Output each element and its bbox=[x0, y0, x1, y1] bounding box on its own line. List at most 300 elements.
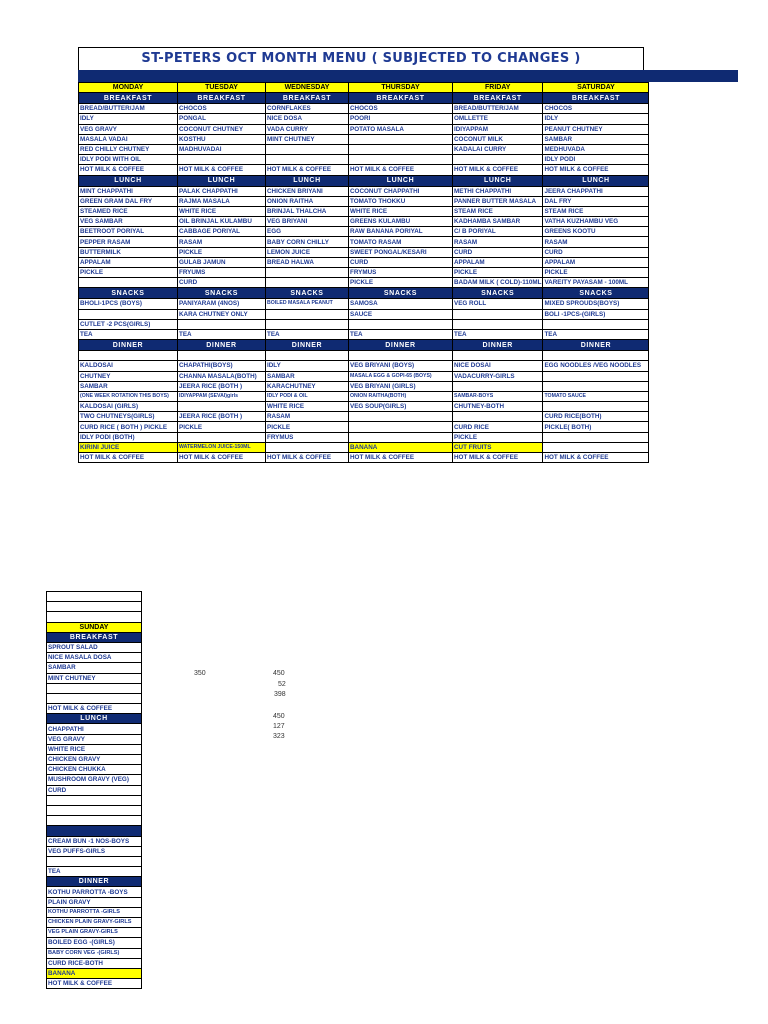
menu-cell: CHAPATHI(BOYS) bbox=[178, 361, 266, 371]
menu-cell: SAMBAR-BOYS bbox=[453, 391, 543, 401]
menu-cell: PANNER BUTTER MASALA bbox=[453, 196, 543, 206]
menu-row bbox=[79, 196, 649, 206]
sunday-menu-cell bbox=[47, 856, 142, 866]
menu-cell: COCONUT MILK bbox=[453, 134, 543, 144]
menu-cell: WATERMELON JUICE-150ML bbox=[178, 442, 266, 452]
menu-cell: KALDOSAI bbox=[79, 361, 178, 371]
menu-row bbox=[79, 155, 649, 165]
menu-row bbox=[79, 257, 649, 267]
menu-row bbox=[79, 114, 649, 124]
section-header: BREAKFAST bbox=[453, 93, 543, 104]
sunday-menu-cell: NICE MASALA DOSA bbox=[47, 653, 142, 663]
menu-cell bbox=[349, 155, 453, 165]
menu-cell: VEG ROLL bbox=[453, 299, 543, 309]
menu-row bbox=[79, 442, 649, 452]
menu-cell: PICKLE bbox=[266, 422, 349, 432]
sunday-menu-cell-row bbox=[47, 816, 142, 826]
menu-cell: OMLLETTE bbox=[453, 114, 543, 124]
menu-row bbox=[79, 227, 649, 237]
menu-cell bbox=[178, 319, 266, 329]
menu-cell: CURD RICE bbox=[453, 422, 543, 432]
menu-row bbox=[79, 402, 649, 412]
menu-cell bbox=[453, 319, 543, 329]
sunday-day-header: SUNDAY bbox=[47, 622, 142, 632]
menu-row bbox=[79, 268, 649, 278]
menu-row bbox=[79, 412, 649, 422]
menu-cell: CURD bbox=[543, 247, 649, 257]
sunday-menu-cell: CHICKEN PLAIN GRAVY-GIRLS bbox=[47, 918, 142, 928]
menu-row bbox=[79, 278, 649, 288]
menu-row bbox=[79, 217, 649, 227]
menu-cell: VEG BRIYANI (BOYS) bbox=[349, 361, 453, 371]
menu-row bbox=[79, 299, 649, 309]
menu-cell: KADHAMBA SAMBAR bbox=[453, 217, 543, 227]
menu-cell: HOT MILK & COFFEE bbox=[349, 453, 453, 463]
menu-row bbox=[79, 422, 649, 432]
sunday-menu-cell-row bbox=[47, 785, 142, 795]
menu-cell: COCONUT CHAPPATHI bbox=[349, 186, 453, 196]
menu-cell: MINT CHUTNEY bbox=[266, 134, 349, 144]
menu-cell: POORI bbox=[349, 114, 453, 124]
menu-cell: CURD bbox=[453, 247, 543, 257]
menu-row bbox=[79, 453, 649, 463]
menu-cell: TOMATO RASAM bbox=[349, 237, 453, 247]
section-header: LUNCH bbox=[453, 175, 543, 186]
menu-cell: PICKLE bbox=[543, 268, 649, 278]
sunday-menu-cell-row bbox=[47, 938, 142, 948]
menu-cell: OIL BRINJAL KULAMBU bbox=[178, 217, 266, 227]
sunday-menu-cell-row bbox=[47, 958, 142, 968]
menu-cell: BEETROOT PORIYAL bbox=[79, 227, 178, 237]
section-header: DINNER bbox=[453, 340, 543, 351]
menu-cell: KADALAI CURRY bbox=[453, 144, 543, 154]
menu-cell: KIRINI JUICE bbox=[79, 442, 178, 452]
side-number: 450 bbox=[273, 713, 285, 720]
sunday-blank bbox=[47, 602, 142, 612]
menu-cell: STEAM RICE bbox=[543, 206, 649, 216]
menu-row bbox=[79, 351, 649, 361]
section-header: DINNER bbox=[266, 340, 349, 351]
menu-cell bbox=[349, 432, 453, 442]
menu-cell bbox=[178, 155, 266, 165]
sunday-menu-cell-row bbox=[47, 642, 142, 652]
sunday-menu-cell: VEG GRAVY bbox=[47, 734, 142, 744]
menu-cell: HOT MILK & COFFEE bbox=[178, 453, 266, 463]
menu-cell: RED CHILLY CHUTNEY bbox=[79, 144, 178, 154]
section-header: DINNER bbox=[79, 340, 178, 351]
menu-cell: TEA bbox=[266, 329, 349, 339]
menu-cell bbox=[266, 144, 349, 154]
menu-cell: PICKLE bbox=[79, 268, 178, 278]
sunday-menu-cell-row bbox=[47, 968, 142, 978]
menu-cell: BUTTERMILK bbox=[79, 247, 178, 257]
sunday-menu-cell-row bbox=[47, 918, 142, 928]
menu-cell: MEDHUVADA bbox=[543, 144, 649, 154]
sunday-blank bbox=[47, 592, 142, 602]
sunday-menu-cell: KOTHU PARROTTA -BOYS bbox=[47, 887, 142, 897]
section-header: SNACKS bbox=[543, 288, 649, 299]
menu-cell: POTATO MASALA bbox=[349, 124, 453, 134]
menu-cell bbox=[543, 432, 649, 442]
menu-cell bbox=[453, 412, 543, 422]
menu-cell bbox=[266, 319, 349, 329]
menu-cell: DAL FRY bbox=[543, 196, 649, 206]
menu-cell: CHANNA MASALA(BOTH) bbox=[178, 371, 266, 381]
menu-row bbox=[79, 104, 649, 114]
menu-cell: MASALA VADAI bbox=[79, 134, 178, 144]
menu-cell: PEANUT CHUTNEY bbox=[543, 124, 649, 134]
menu-cell bbox=[266, 278, 349, 288]
day-header-row bbox=[79, 83, 649, 93]
section-header: BREAKFAST bbox=[178, 93, 266, 104]
menu-row bbox=[79, 371, 649, 381]
menu-cell: CUTLET -2 PCS(GIRLS) bbox=[79, 319, 178, 329]
menu-cell bbox=[349, 422, 453, 432]
menu-cell: CABBAGE PORIYAL bbox=[178, 227, 266, 237]
sunday-menu-cell-row bbox=[47, 724, 142, 734]
menu-cell: HOT MILK & COFFEE bbox=[79, 453, 178, 463]
sunday-menu-cell: VEG PUFFS-GIRLS bbox=[47, 846, 142, 856]
section-header: DINNER bbox=[349, 340, 453, 351]
side-number: 127 bbox=[273, 723, 285, 730]
sunday-menu-cell-row bbox=[47, 734, 142, 744]
menu-cell bbox=[453, 309, 543, 319]
menu-cell: HOT MILK & COFFEE bbox=[543, 165, 649, 175]
menu-row bbox=[79, 165, 649, 175]
menu-cell: JEERA RICE (BOTH ) bbox=[178, 412, 266, 422]
menu-cell: TOMATO SAUCE bbox=[543, 391, 649, 401]
sunday-menu-cell-row bbox=[47, 897, 142, 907]
sunday-menu-cell: VEG PLAIN GRAVY-GIRLS bbox=[47, 928, 142, 938]
menu-cell: MINT CHAPPATHI bbox=[79, 186, 178, 196]
menu-cell: HOT MILK & COFFEE bbox=[543, 453, 649, 463]
menu-cell: PICKLE bbox=[453, 268, 543, 278]
menu-cell: CUT FRUITS bbox=[453, 442, 543, 452]
menu-cell: KARA CHUTNEY ONLY bbox=[178, 309, 266, 319]
menu-cell: TEA bbox=[349, 329, 453, 339]
menu-row bbox=[79, 247, 649, 257]
sunday-blank-row bbox=[47, 612, 142, 622]
menu-cell: (ONE WEEK ROTATION THIS BOYS) bbox=[79, 391, 178, 401]
menu-cell: COCONUT CHUTNEY bbox=[178, 124, 266, 134]
menu-cell: EGG bbox=[266, 227, 349, 237]
menu-cell: ONION RAITHA bbox=[266, 196, 349, 206]
menu-cell: STEAM RICE bbox=[453, 206, 543, 216]
menu-cell: CHUTNEY-BOTH bbox=[453, 402, 543, 412]
sunday-menu-cell: CHAPPATHI bbox=[47, 724, 142, 734]
sunday-menu-cell: MINT CHUTNEY bbox=[47, 673, 142, 683]
menu-row bbox=[79, 391, 649, 401]
menu-cell: BRINJAL THALCHA bbox=[266, 206, 349, 216]
menu-cell: IDLY bbox=[543, 114, 649, 124]
sunday-section-header-row bbox=[47, 714, 142, 724]
menu-cell bbox=[349, 319, 453, 329]
section-header-row bbox=[79, 93, 649, 104]
sunday-menu-cell: KOTHU PARROTTA -GIRLS bbox=[47, 907, 142, 917]
section-header: LUNCH bbox=[543, 175, 649, 186]
menu-cell: EGG NOODLES /VEG NOODLES bbox=[543, 361, 649, 371]
menu-cell: BABY CORN CHILLY bbox=[266, 237, 349, 247]
menu-cell bbox=[178, 351, 266, 361]
menu-cell: HOT MILK & COFFEE bbox=[266, 453, 349, 463]
day-header: MONDAY bbox=[79, 83, 178, 93]
menu-cell: RASAM bbox=[453, 237, 543, 247]
sunday-section-header-row bbox=[47, 632, 142, 642]
sunday-section-header-row bbox=[47, 877, 142, 887]
menu-cell bbox=[266, 268, 349, 278]
section-header: SNACKS bbox=[453, 288, 543, 299]
sunday-menu-cell: BABY CORN VEG -(GIRLS) bbox=[47, 948, 142, 958]
menu-cell: PALAK CHAPPATHI bbox=[178, 186, 266, 196]
menu-cell: GREEN GRAM DAL FRY bbox=[79, 196, 178, 206]
section-header: LUNCH bbox=[178, 175, 266, 186]
day-header: WEDNESDAY bbox=[266, 83, 349, 93]
sunday-day-header-row bbox=[47, 622, 142, 632]
weekly-menu-body bbox=[79, 83, 649, 463]
menu-cell: FRYMUS bbox=[349, 268, 453, 278]
menu-cell: WHITE RICE bbox=[266, 402, 349, 412]
menu-cell: MIXED SPROUDS(BOYS) bbox=[543, 299, 649, 309]
section-header: BREAKFAST bbox=[79, 93, 178, 104]
day-header: TUESDAY bbox=[178, 83, 266, 93]
sunday-menu-cell-row bbox=[47, 836, 142, 846]
sunday-menu-cell-row bbox=[47, 704, 142, 714]
menu-row bbox=[79, 206, 649, 216]
day-header: FRIDAY bbox=[453, 83, 543, 93]
menu-cell: TEA bbox=[543, 329, 649, 339]
section-header: DINNER bbox=[543, 340, 649, 351]
sunday-menu-cell-row bbox=[47, 846, 142, 856]
menu-cell: APPALAM bbox=[79, 257, 178, 267]
menu-row bbox=[79, 319, 649, 329]
menu-cell: PANIYARAM (4NOS) bbox=[178, 299, 266, 309]
day-header: THURSDAY bbox=[349, 83, 453, 93]
sunday-menu-cell: CHICKEN CHUKKA bbox=[47, 765, 142, 775]
menu-cell bbox=[543, 381, 649, 391]
menu-cell: RASAM bbox=[543, 237, 649, 247]
menu-cell bbox=[178, 402, 266, 412]
menu-cell: CHICKEN BRIYANI bbox=[266, 186, 349, 196]
sunday-menu-cell: BOILED EGG -(GIRLS) bbox=[47, 938, 142, 948]
section-header: BREAKFAST bbox=[543, 93, 649, 104]
menu-cell: PEPPER RASAM bbox=[79, 237, 178, 247]
sunday-snacks-band bbox=[47, 826, 142, 836]
sunday-menu-cell-row bbox=[47, 765, 142, 775]
sunday-menu-cell bbox=[47, 795, 142, 805]
menu-cell bbox=[543, 371, 649, 381]
menu-cell: IDLY bbox=[79, 114, 178, 124]
sunday-snacks-band-row bbox=[47, 826, 142, 836]
menu-cell: HOT MILK & COFFEE bbox=[266, 165, 349, 175]
menu-cell: SWEET PONGAL/KESARI bbox=[349, 247, 453, 257]
side-number: 350 bbox=[194, 670, 206, 677]
menu-cell: VATHA KUZHAMBU VEG bbox=[543, 217, 649, 227]
section-header-row bbox=[79, 288, 649, 299]
menu-cell: MASALA EGG & GOPI-65 (BOYS) bbox=[349, 371, 453, 381]
menu-cell: PICKLE( BOTH) bbox=[543, 422, 649, 432]
sunday-menu-cell-row bbox=[47, 805, 142, 815]
section-header-row bbox=[79, 340, 649, 351]
sunday-menu-cell: CHICKEN GRAVY bbox=[47, 755, 142, 765]
menu-row bbox=[79, 329, 649, 339]
menu-cell: FRYMUS bbox=[266, 432, 349, 442]
sunday-menu-table bbox=[46, 591, 142, 989]
menu-cell bbox=[543, 319, 649, 329]
menu-cell: VADA CURRY bbox=[266, 124, 349, 134]
sunday-menu-cell: SAMBAR bbox=[47, 663, 142, 673]
sunday-menu-cell bbox=[47, 805, 142, 815]
menu-cell: METHI CHAPPATHI bbox=[453, 186, 543, 196]
side-number: 450 bbox=[273, 670, 285, 677]
menu-cell: CHUTNEY bbox=[79, 371, 178, 381]
menu-cell: PICKLE bbox=[349, 278, 453, 288]
menu-row bbox=[79, 134, 649, 144]
menu-cell: NICE DOSA bbox=[266, 114, 349, 124]
sunday-menu-cell bbox=[47, 816, 142, 826]
menu-row bbox=[79, 124, 649, 134]
menu-cell: HOT MILK & COFFEE bbox=[79, 165, 178, 175]
sunday-menu-cell-row bbox=[47, 795, 142, 805]
menu-cell: HOT MILK & COFFEE bbox=[349, 165, 453, 175]
menu-cell: TEA bbox=[178, 329, 266, 339]
section-header-row bbox=[79, 175, 649, 186]
sunday-blank-row bbox=[47, 602, 142, 612]
menu-cell: NICE DOSAI bbox=[453, 361, 543, 371]
menu-cell bbox=[349, 134, 453, 144]
title-band bbox=[78, 70, 738, 82]
menu-cell: TEA bbox=[453, 329, 543, 339]
menu-cell: RAJMA MASALA bbox=[178, 196, 266, 206]
menu-cell: SAMBAR bbox=[543, 134, 649, 144]
menu-cell: RAW BANANA PORIYAL bbox=[349, 227, 453, 237]
menu-cell: IDLY PODI & OIL bbox=[266, 391, 349, 401]
menu-cell bbox=[453, 381, 543, 391]
menu-cell: IDLY PODI WITH OIL bbox=[79, 155, 178, 165]
sunday-menu-cell: CURD RICE-BOTH bbox=[47, 958, 142, 968]
section-header: LUNCH bbox=[266, 175, 349, 186]
menu-cell: CURD RICE ( BOTH ) PICKLE bbox=[79, 422, 178, 432]
sunday-menu-cell: BANANA bbox=[47, 968, 142, 978]
menu-cell bbox=[79, 351, 178, 361]
sunday-menu-cell-row bbox=[47, 683, 142, 693]
menu-cell: GULAB JAMUN bbox=[178, 257, 266, 267]
weekly-menu-table bbox=[78, 82, 649, 463]
sunday-section-header: LUNCH bbox=[47, 714, 142, 724]
section-header: BREAKFAST bbox=[349, 93, 453, 104]
menu-cell bbox=[178, 432, 266, 442]
sunday-menu-cell: CURD bbox=[47, 785, 142, 795]
sunday-menu-cell: MUSHROOM GRAVY (VEG) bbox=[47, 775, 142, 785]
menu-cell: ONION RAITHA(BOTH) bbox=[349, 391, 453, 401]
menu-cell bbox=[349, 351, 453, 361]
sunday-menu-cell: CREAM BUN -1 NOS-BOYS bbox=[47, 836, 142, 846]
menu-cell: VEG SAMBAR bbox=[79, 217, 178, 227]
menu-cell bbox=[266, 309, 349, 319]
sunday-menu-cell-row bbox=[47, 755, 142, 765]
sunday-blank bbox=[47, 612, 142, 622]
sunday-menu-cell-row bbox=[47, 948, 142, 958]
menu-cell: CURD bbox=[349, 257, 453, 267]
menu-row bbox=[79, 186, 649, 196]
menu-cell: JEERA RICE (BOTH ) bbox=[178, 381, 266, 391]
section-header: SNACKS bbox=[266, 288, 349, 299]
sunday-menu-body bbox=[47, 592, 142, 989]
menu-cell bbox=[543, 351, 649, 361]
menu-cell: CHOCOS bbox=[349, 104, 453, 114]
sunday-menu-cell: WHITE RICE bbox=[47, 744, 142, 754]
menu-cell: RASAM bbox=[266, 412, 349, 422]
menu-cell: HOT MILK & COFFEE bbox=[178, 165, 266, 175]
sunday-menu-cell-row bbox=[47, 744, 142, 754]
menu-cell: CHOCOS bbox=[178, 104, 266, 114]
menu-cell bbox=[266, 351, 349, 361]
sunday-menu-cell-row bbox=[47, 887, 142, 897]
menu-cell: LEMON JUICE bbox=[266, 247, 349, 257]
section-header: SNACKS bbox=[349, 288, 453, 299]
menu-cell bbox=[79, 309, 178, 319]
section-header: LUNCH bbox=[349, 175, 453, 186]
menu-cell: CHOCOS bbox=[543, 104, 649, 114]
menu-cell bbox=[79, 278, 178, 288]
menu-cell: BADAM MILK ( COLD)-110ML bbox=[454, 279, 542, 287]
menu-cell bbox=[349, 144, 453, 154]
menu-cell: VEG BRIYANI (GIRLS) bbox=[349, 381, 453, 391]
sunday-menu-cell-row bbox=[47, 653, 142, 663]
menu-cell: WHITE RICE bbox=[349, 206, 453, 216]
menu-cell: SAMOSA bbox=[349, 299, 453, 309]
menu-cell: BOILED MASALA PEANUT bbox=[266, 299, 349, 309]
menu-cell: SAMBAR bbox=[79, 381, 178, 391]
sunday-menu-cell-row bbox=[47, 928, 142, 938]
menu-cell: HOT MILK & COFFEE bbox=[453, 453, 543, 463]
side-number: 52 bbox=[278, 681, 286, 688]
menu-cell: WHITE RICE bbox=[178, 206, 266, 216]
sunday-menu-cell bbox=[47, 683, 142, 693]
menu-row bbox=[79, 361, 649, 371]
menu-cell bbox=[349, 412, 453, 422]
menu-cell: GREENS KULAMBU bbox=[349, 217, 453, 227]
sunday-menu-cell-row bbox=[47, 663, 142, 673]
section-header: BREAKFAST bbox=[266, 93, 349, 104]
menu-cell: SAMBAR bbox=[266, 371, 349, 381]
menu-cell bbox=[266, 442, 349, 452]
sunday-menu-cell: PLAIN GRAVY bbox=[47, 897, 142, 907]
sunday-blank-row bbox=[47, 592, 142, 602]
sunday-menu-cell-row bbox=[47, 856, 142, 866]
menu-row bbox=[79, 381, 649, 391]
menu-title: ST-PETERS OCT MONTH MENU ( SUBJECTED TO CHANGES ) bbox=[78, 47, 644, 70]
sunday-menu-cell-row bbox=[47, 673, 142, 683]
menu-cell: KOSTHU bbox=[178, 134, 266, 144]
menu-cell: C/ B PORIYAL bbox=[453, 227, 543, 237]
menu-cell: TOMATO THOKKU bbox=[349, 196, 453, 206]
menu-cell: RASAM bbox=[178, 237, 266, 247]
menu-row bbox=[79, 432, 649, 442]
menu-cell: IDIYAPPAM (SEVAI)girls bbox=[178, 391, 266, 401]
menu-cell bbox=[453, 155, 543, 165]
menu-cell: GREENS KOOTU bbox=[543, 227, 649, 237]
menu-cell: BREAD/BUTTER/JAM bbox=[79, 104, 178, 114]
menu-cell: BANANA bbox=[349, 442, 453, 452]
menu-cell: CORNFLAKES bbox=[266, 104, 349, 114]
menu-cell bbox=[543, 442, 649, 452]
section-header: SNACKS bbox=[79, 288, 178, 299]
section-header: LUNCH bbox=[79, 175, 178, 186]
menu-cell: IDIYAPPAM bbox=[453, 124, 543, 134]
sunday-section-header: DINNER bbox=[47, 877, 142, 887]
menu-cell: BHOLI-1PCS (BOYS) bbox=[79, 299, 178, 309]
menu-cell bbox=[543, 402, 649, 412]
